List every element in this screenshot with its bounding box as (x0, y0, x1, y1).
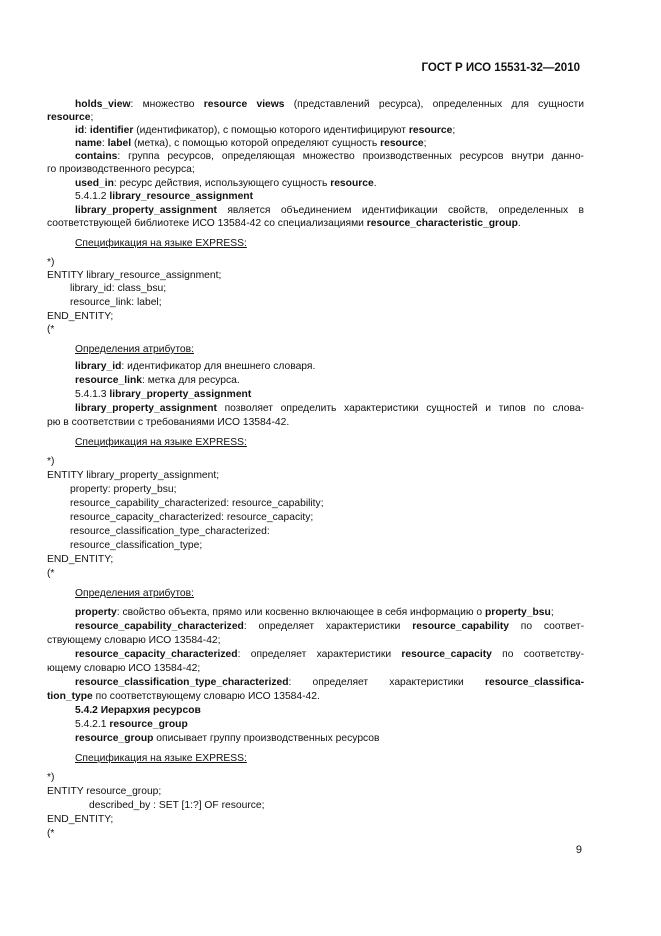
bold-term: resource_capability_characterized (75, 621, 244, 632)
bold-term: holds_view (75, 99, 131, 110)
text-run: : (101, 138, 108, 149)
text-run: : (84, 125, 90, 136)
text-line (70, 296, 162, 309)
text-run: . (517, 218, 521, 229)
text-line (75, 374, 240, 387)
text-line (47, 553, 113, 566)
text-line (75, 150, 584, 163)
text-run: (метка), с помощью которой определяют сущность (131, 138, 381, 149)
text-line (75, 606, 554, 619)
text-run: Спецификация на языке EXPRESS: (75, 238, 247, 249)
text-line (75, 752, 247, 765)
text-line (75, 237, 247, 250)
text-run: : свойство объекта, прямо или косвенно включающее в себя информацию о (116, 607, 486, 618)
text-run: (* (47, 568, 55, 579)
text-run: resource_link: label; (70, 297, 162, 308)
text-run: ; (90, 112, 94, 123)
bold-term: library_property_assignment (109, 389, 252, 400)
text-run: : группа ресурсов, определяющая множество производственных ресурсов внутри данно- (117, 151, 584, 162)
text-run: Определения атрибутов: (75, 588, 194, 599)
bold-term: identifier (89, 125, 134, 136)
text-run: resource_classification_type_characterized: (70, 526, 270, 537)
text-line (75, 360, 315, 373)
text-run: (представлений ресурса), определенных для сущности (284, 99, 584, 110)
bold-term: label (107, 138, 132, 149)
text-run: resource_capacity_characterized: resource_capacity; (70, 512, 314, 523)
text-line (47, 163, 195, 176)
text-line (75, 388, 251, 401)
bold-term: property (75, 607, 117, 618)
text-line (75, 343, 194, 356)
bold-term: library_property_assignment (75, 403, 217, 414)
text-run: *) (47, 257, 55, 268)
text-line (47, 323, 54, 336)
text-line (47, 111, 93, 124)
text-line (89, 799, 265, 812)
text-line (47, 269, 221, 282)
text-run: : определяет характеристики (237, 649, 402, 660)
text-run: ствующему словарю ИСО 13584-42; (47, 635, 221, 646)
text-line (75, 620, 584, 633)
bold-term: property_bsu (485, 607, 551, 618)
text-line (47, 813, 113, 826)
text-run: : определяет характеристики (243, 621, 413, 632)
text-line (75, 436, 247, 449)
text-line (75, 587, 194, 600)
text-run: соответствующей библиотеке ИСО 13584-42 со специализациями (47, 218, 367, 229)
bold-term: library_resource_assignment (109, 191, 254, 202)
text-run: : множество (130, 99, 204, 110)
text-line (75, 704, 201, 717)
text-run: ENTITY resource_group; (47, 786, 162, 797)
text-line (75, 732, 380, 745)
text-run: *) (47, 772, 55, 783)
text-line (70, 539, 202, 552)
text-line (47, 455, 54, 468)
text-run: ; (550, 607, 554, 618)
bold-term: resource_classification_type_characterized (75, 677, 289, 688)
text-line (47, 256, 54, 269)
text-run: : метка для ресурса. (141, 375, 240, 386)
standard-header: ГОСТ Р ИСО 15531-32—2010 (421, 62, 580, 74)
text-line (70, 511, 313, 524)
text-line (47, 634, 221, 647)
text-line (47, 469, 219, 482)
text-run: property: property_bsu; (70, 484, 177, 495)
text-line (47, 310, 113, 323)
text-line (75, 98, 584, 111)
bold-term: resource_capacity_characterized (75, 649, 238, 660)
text-line (75, 190, 253, 203)
bold-term: name (75, 138, 102, 149)
text-run: library_id: class_bsu; (70, 283, 167, 294)
text-line (70, 483, 176, 496)
bold-term: library_property_assignment (75, 205, 217, 216)
text-line (47, 567, 54, 580)
bold-term: tion_type (47, 691, 93, 702)
text-run: described_by : SET [1:?] OF resource; (89, 800, 265, 811)
text-run: ; (423, 138, 427, 149)
bold-term: resource_group (75, 733, 154, 744)
text-line (75, 124, 455, 137)
text-line (75, 676, 584, 689)
text-run: resource_capability_characterized: resource_capability; (70, 498, 324, 509)
text-line (75, 648, 584, 661)
text-run: : ресурс действия, использующего сущность (113, 178, 331, 189)
bold-term: resource (330, 178, 374, 189)
text-line (75, 718, 188, 731)
bold-term: resource (47, 112, 91, 123)
text-run: (* (47, 828, 55, 839)
text-run: *) (47, 456, 55, 467)
bold-term: resource views (203, 99, 285, 110)
text-run: Спецификация на языке EXPRESS: (75, 753, 247, 764)
text-line (47, 690, 320, 703)
text-run: END_ENTITY; (47, 814, 114, 825)
text-run: END_ENTITY; (47, 554, 114, 565)
text-run: го производственного ресурса; (47, 164, 195, 175)
text-line (47, 662, 200, 675)
text-run: описывает группу производственных ресурсов (153, 733, 380, 744)
bold-term: contains (75, 151, 118, 162)
text-line (47, 827, 54, 840)
text-run: ENTITY library_resource_assignment; (47, 270, 222, 281)
text-run: 5.4.1.3 (75, 389, 110, 400)
bold-term: resource_capacity (401, 649, 492, 660)
text-line (47, 217, 521, 230)
text-run: ; (452, 125, 456, 136)
text-run: 5.4.2.1 (75, 719, 110, 730)
text-run: ющему словарю ИСО 13584-42; (47, 663, 201, 674)
bold-term: used_in (75, 178, 114, 189)
text-run: : определяет характеристики (288, 677, 485, 688)
text-run: (* (47, 324, 55, 335)
text-line (75, 177, 377, 190)
text-line (70, 282, 166, 295)
text-run: END_ENTITY; (47, 311, 114, 322)
text-run: resource_classification_type; (70, 540, 203, 551)
text-run: 5.4.1.2 (75, 191, 110, 202)
bold-term: resource_capability (412, 621, 509, 632)
text-run: (идентификатор), с помощью которого идентифицируют (133, 125, 409, 136)
text-run: : идентификатор для внешнего словаря. (121, 361, 316, 372)
page-number: 9 (575, 844, 582, 856)
bold-term: library_id (75, 361, 122, 372)
text-line (75, 204, 584, 217)
text-line (70, 525, 270, 538)
text-run: является объединением идентификации свойств, определенных в (216, 205, 584, 216)
text-run: ENTITY library_property_assignment; (47, 470, 220, 481)
text-run: Определения атрибутов: (75, 344, 194, 355)
bold-term: resource (408, 125, 453, 136)
bold-term: resource_link (75, 375, 142, 386)
text-line (70, 497, 324, 510)
text-run: по соответствующему словарю ИСО 13584-42. (92, 691, 320, 702)
text-run: рю в соответствии с требованиями ИСО 13584-42. (47, 417, 290, 428)
text-line (47, 771, 54, 784)
bold-term: resource_group (109, 719, 188, 730)
text-run: Спецификация на языке EXPRESS: (75, 437, 247, 448)
text-line (75, 402, 584, 415)
text-run: по соответству- (491, 649, 584, 660)
text-line (47, 785, 161, 798)
text-run: . (373, 178, 377, 189)
bold-term: resource_characteristic_group (366, 218, 518, 229)
text-line (75, 137, 426, 150)
bold-term: 5.4.2 Иерархия ресурсов (75, 705, 201, 716)
text-run: по соответ- (508, 621, 584, 632)
bold-term: resource_classifica- (484, 677, 584, 688)
text-line (47, 416, 289, 429)
bold-term: id (75, 125, 85, 136)
bold-term: resource (380, 138, 424, 149)
text-run: позволяет определить характеристики сущностей и типов по слова- (216, 403, 584, 414)
